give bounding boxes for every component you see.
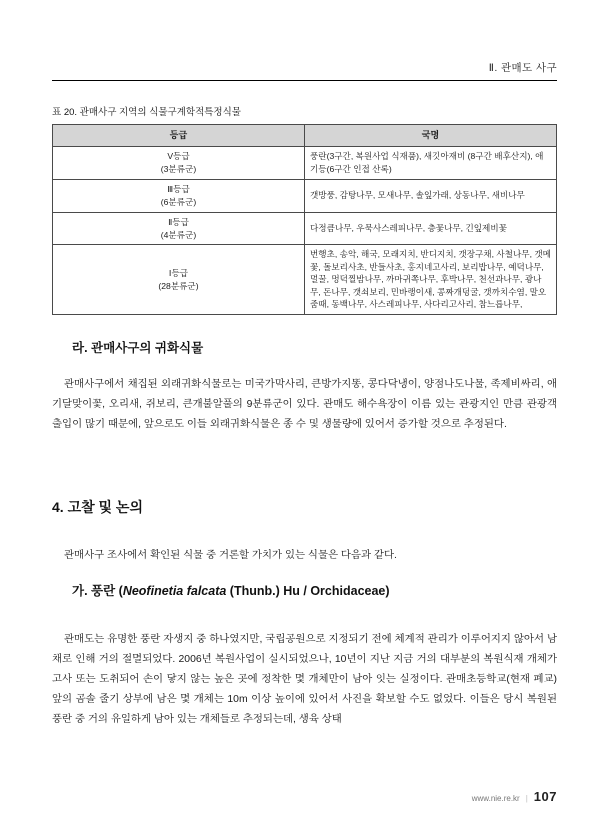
heading-prefix: 가. 풍란 ( (72, 584, 123, 598)
heading-suffix: (Thunb.) Hu / Orchidaceae) (226, 584, 390, 598)
page-footer (472, 789, 557, 804)
section-heading-poongnan (72, 581, 390, 599)
grade-label: Ⅰ등급 (168, 267, 189, 278)
table-cell-grade (53, 147, 305, 180)
running-head-rule (52, 80, 557, 81)
footer-site: www.nie.re.kr (471, 794, 520, 803)
paragraph-discussion: 관매사구 조사에서 확인된 식물 중 거론할 가치가 있는 식물은 다음과 같다. (64, 550, 397, 562)
table-row (53, 245, 557, 314)
grade-label: Ⅲ등급 (167, 183, 190, 194)
table-header-grade: 등급 (53, 125, 305, 147)
grade-count: (6분류군) (160, 196, 197, 207)
table-cell-names: 다정큼나무, 우묵사스레피나무, 층꽃나무, 긴잎제비꽃 (305, 212, 557, 245)
table-row (53, 212, 557, 245)
table-cell-names: 번행초, 송악, 해국, 모래지치, 반디지치, 갯장구채, 사철나무, 갯메꽃, 돌보리사초, 반들사초, 홍지네고사리, 보리밥나무, 예덕나무, 멀꿀, 멍덕찔밤나무, 까마귀쪽나무, 후박나무, 천선과나무, 광나무, 돈나무, 갯쇠보리, 민바랭이새, 콩짜개덩굴, 갯까치수염, 말오줌때, 동백나무, 사스레피나무, 사다리고사리, 참느릅나무, (305, 245, 557, 314)
table-header-row (53, 125, 557, 147)
table-caption: 표 20. 관매사구 지역의 식물구계학적특정식물 (52, 107, 241, 118)
section-heading-discussion: 4. 고찰 및 논의 (52, 499, 143, 515)
table-header-names: 국명 (305, 125, 557, 147)
table-row (53, 147, 557, 180)
table-row (53, 179, 557, 212)
table-cell-grade (53, 212, 305, 245)
table-cell-grade (53, 245, 305, 314)
grade-count: (4분류군) (160, 229, 197, 240)
table-cell-grade (53, 179, 305, 212)
footer-separator: | (525, 794, 528, 803)
grade-label: V등급 (167, 151, 190, 162)
table-cell-names: 갯방풍, 감탕나무, 모새나무, 솔잎가래, 상동나무, 새비나무 (305, 179, 557, 212)
grade-count: (28분류군) (158, 280, 199, 291)
section-heading-naturalized: 라. 관매사구의 귀화식물 (72, 341, 204, 355)
paragraph-poongnan: 관매도는 유명한 풍란 자생지 중 하나였지만, 국립공원으로 지정되기 전에 체계적 관리가 이루어지지 않아서 남채로 인해 거의 절멸되었다. 2006년 복원사업이 실시되었으나, 10년이 지난 지금 거의 대부분의 복원식재 개체가 고사 또는 도취되어 손이 닿지 않는 높은 곳에 정착한 몇 개체만이 남아 잇는 실정이다. 관매초등학교(현재 폐교) 앞의 곰솔 줄기 상부에 남은 몇 개체는 10m 이상 높이에 있어서 사진을 확보할 수도 없었다. 이들은 당시 복원된 풍란 중 거의 유일하게 남아 있는 개체들로 추정되는데, 생육 상태 (52, 634, 557, 726)
table-cell-names: 풍란(3구간, 복원사업 식재품), 새깃아재비 (8구간 배후산지), 애기등(6구간 인접 산록) (305, 147, 557, 180)
running-head: Ⅱ. 관매도 사구 (488, 62, 557, 74)
paragraph-naturalized: 관매사구에서 채집된 외래귀화식물로는 미국가막사리, 큰방가지똥, 콩다닥냉이, 양점나도나물, 족제비싸리, 애기달맞이꽃, 오리새, 쥐보리, 큰개불알풀의 9분류군이 있다. 관매도 해수욕장이 이름 있는 관광지인 만큼 관광객 출입이 많기 때문에, 앞으로도 이들 외래귀화식물은 종 수 및 생물량에 있어서 증가할 것으로 추정된다. (52, 379, 557, 431)
vegetation-table (52, 124, 557, 315)
grade-label: Ⅱ등급 (168, 216, 189, 227)
page-number: 107 (533, 789, 557, 804)
heading-species-name: Neofinetia falcata (122, 584, 227, 598)
grade-count: (3분류군) (160, 163, 197, 174)
